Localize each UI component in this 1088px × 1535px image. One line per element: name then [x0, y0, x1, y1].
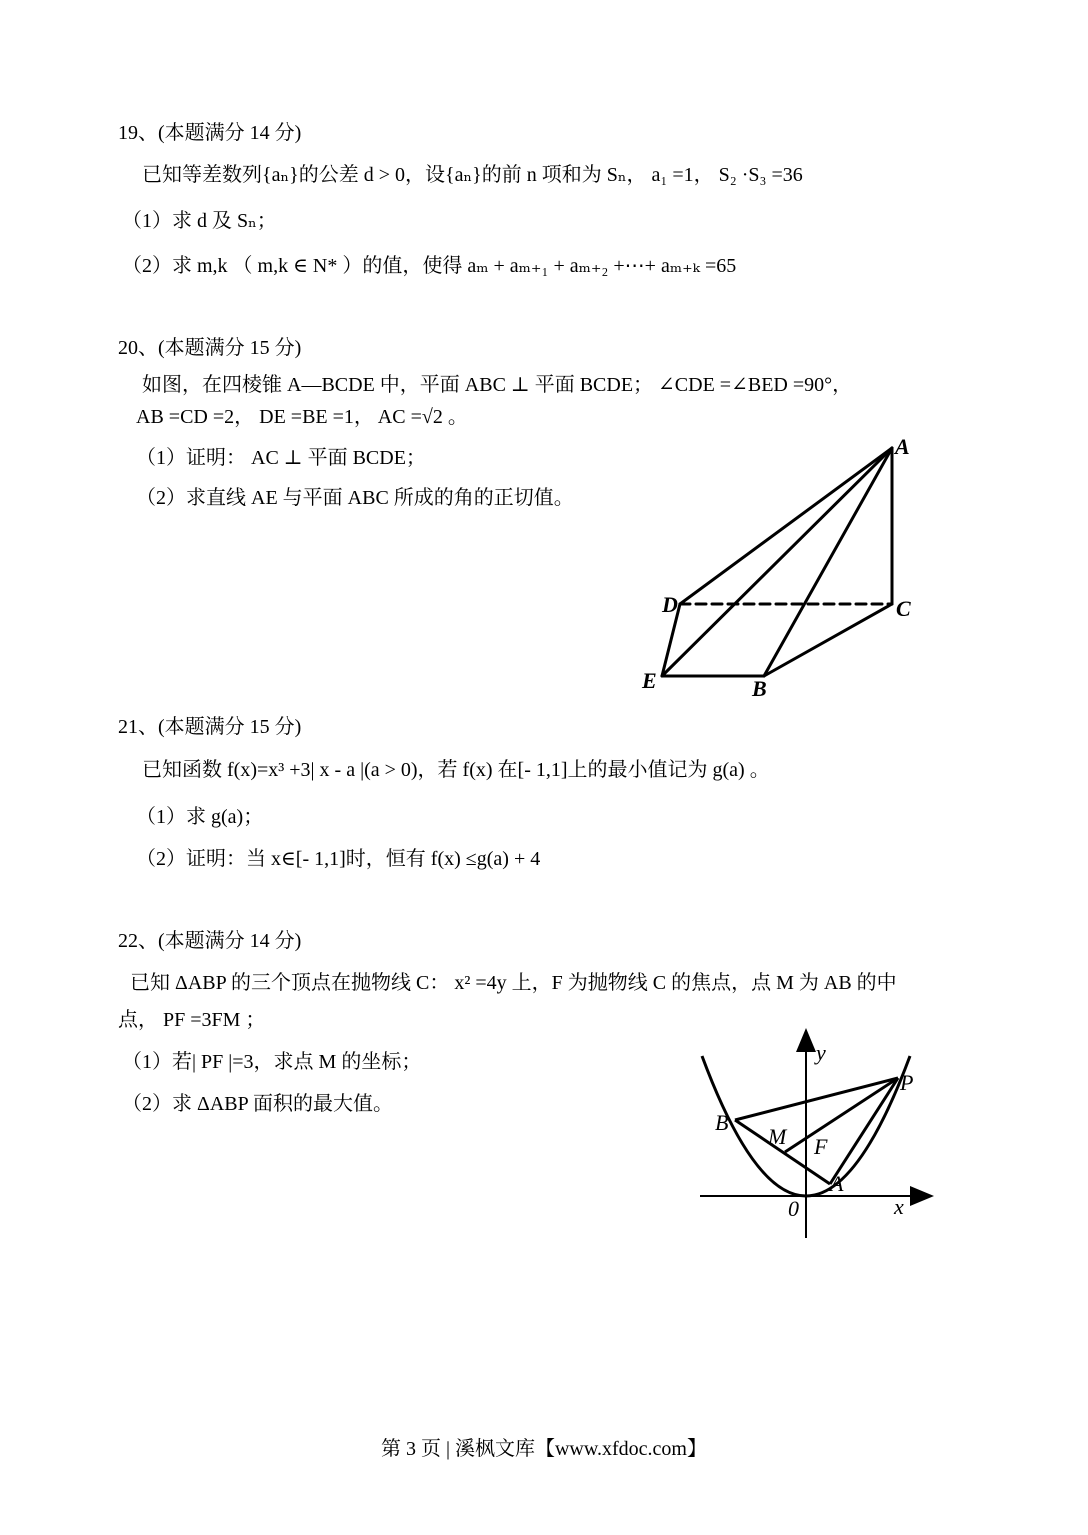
q20-stem-line2: AB =CD =2， DE =BE =1， AC =√2 。: [136, 406, 468, 428]
q20-stem-line1: 如图，在四棱锥 A—BCDE 中，平面 ABC ⊥ 平面 BCDE； ∠CDE =∠BED =90°，: [142, 374, 853, 396]
label-p: P: [900, 1070, 914, 1095]
q19-part2: （2）求 m,k （ m,k ∈ N* ）的值，使得 aₘ + aₘ₊₁ + aₘ₊₂ +⋯+ aₘ₊ₖ =65: [122, 255, 737, 277]
q19-stem: 已知等差数列{aₙ}的公差 d > 0，设{aₙ}的前 n 项和为 Sₙ， a₁ =1， S₂ ·S₃ =36: [142, 164, 803, 186]
q19-header: 19、(本题满分 14 分): [118, 122, 302, 144]
q22-part2: （2）求 ΔABP 面积的最大值。: [122, 1093, 394, 1115]
q22-stem-line2: 点， PF =3FM ；: [118, 1009, 266, 1031]
label-m: M: [768, 1124, 787, 1149]
parabola-figure: [690, 1025, 940, 1245]
label-c: C: [896, 596, 911, 621]
pyramid-figure: [630, 425, 930, 710]
q22-header: 22、(本题满分 14 分): [118, 930, 302, 952]
page-footer: 第 3 页 | 溪枫文库【www.xfdoc.com】: [380, 1438, 707, 1460]
q21-stem: 已知函数 f(x)=x³ +3| x - a |(a > 0)，若 f(x) 在[- 1,1]上的最小值记为 g(a) 。: [142, 759, 770, 781]
label-origin: 0: [788, 1196, 799, 1221]
q19-part1: （1）求 d 及 Sₙ；: [122, 210, 277, 232]
q20-part2: （2）求直线 AE 与平面 ABC 所成的角的正切值。: [136, 487, 574, 509]
q20-header: 20、(本题满分 15 分): [118, 337, 302, 359]
label-f: F: [814, 1134, 828, 1159]
label-b: B: [752, 676, 767, 701]
label-a: A: [895, 434, 910, 459]
label-e: E: [642, 668, 657, 693]
label-d: D: [662, 592, 678, 617]
q22-part1: （1）若| PF |=3，求点 M 的坐标；: [122, 1051, 422, 1073]
label-b-parabola: B: [715, 1110, 729, 1135]
label-x: x: [894, 1194, 904, 1219]
q22-stem-line1: 已知 ΔABP 的三个顶点在抛物线 C： x² =4y 上，F 为抛物线 C 的焦点，点 M 为 AB 的中: [130, 972, 897, 994]
label-y: y: [816, 1040, 826, 1065]
q20-part1: （1）证明： AC ⊥ 平面 BCDE；: [136, 447, 426, 469]
q21-header: 21、(本题满分 15 分): [118, 716, 302, 738]
q21-part1: （1）求 g(a)；: [136, 806, 264, 828]
q21-part2: （2）证明：当 x∈[- 1,1]时，恒有 f(x) ≤g(a) + 4: [136, 848, 541, 870]
label-a-parabola: A: [830, 1171, 844, 1196]
